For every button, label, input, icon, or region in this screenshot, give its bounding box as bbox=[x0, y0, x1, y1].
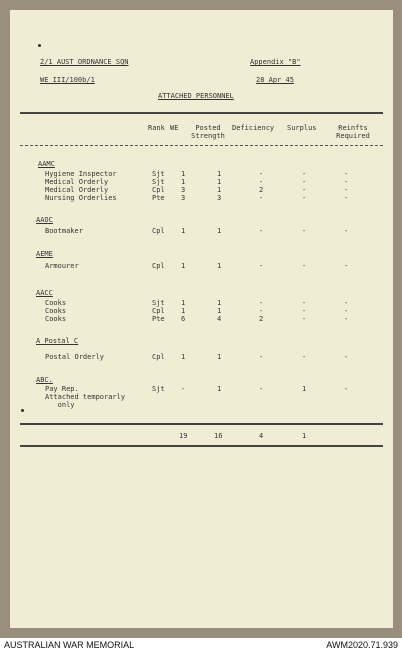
row-reinfts: - bbox=[344, 385, 349, 393]
row-reinfts: - bbox=[344, 315, 349, 323]
row-surplus: - bbox=[302, 170, 307, 178]
corps-label: ABC. bbox=[36, 376, 53, 384]
row-posted: 1 bbox=[217, 385, 222, 393]
row-rank: Cpl bbox=[152, 353, 165, 361]
row-deficiency: - bbox=[259, 353, 264, 361]
total-posted: 16 bbox=[214, 432, 223, 440]
row-deficiency: - bbox=[259, 307, 264, 315]
row-name: Medical Orderly bbox=[45, 186, 109, 194]
row-rank: Sjt bbox=[152, 385, 165, 393]
row-we: - bbox=[181, 385, 186, 393]
col-header-deficiency: Deficiency bbox=[232, 124, 275, 132]
row-reinfts: - bbox=[344, 227, 349, 235]
archive-footer bbox=[0, 638, 402, 653]
appendix-label: Appendix "B" bbox=[250, 58, 301, 66]
totals-top-rule bbox=[20, 423, 383, 425]
row-name: Medical Orderly bbox=[45, 178, 109, 186]
row-posted: 1 bbox=[217, 186, 222, 194]
row-we: 1 bbox=[181, 170, 186, 178]
row-surplus: - bbox=[302, 227, 307, 235]
reference-number: WE III/100b/1 bbox=[40, 76, 95, 84]
row-surplus: - bbox=[302, 353, 307, 361]
punch-mark bbox=[38, 44, 41, 47]
row-rank: Pte bbox=[152, 194, 165, 202]
row-we: 1 bbox=[181, 227, 186, 235]
row-name: Pay Rep. Attached temporarly only bbox=[45, 385, 126, 409]
corps-label: AAMC bbox=[38, 160, 55, 168]
row-reinfts: - bbox=[344, 307, 349, 315]
row-rank: Cpl bbox=[152, 186, 165, 194]
row-deficiency: 2 bbox=[259, 315, 264, 323]
corps-label: AACC bbox=[36, 289, 53, 297]
row-rank: Sjt bbox=[152, 299, 165, 307]
row-posted: 3 bbox=[217, 194, 222, 202]
row-rank: Cpl bbox=[152, 227, 165, 235]
totals-bottom-rule bbox=[20, 445, 383, 447]
row-name: Bootmaker bbox=[45, 227, 83, 235]
row-reinfts: - bbox=[344, 194, 349, 202]
row-rank: Pte bbox=[152, 315, 165, 323]
col-header-reinfts: Reinfts Required bbox=[336, 124, 370, 140]
row-deficiency: - bbox=[259, 385, 264, 393]
row-posted: 1 bbox=[217, 170, 222, 178]
row-deficiency: - bbox=[259, 194, 264, 202]
row-deficiency: 2 bbox=[259, 186, 264, 194]
row-rank: Cpl bbox=[152, 262, 165, 270]
row-surplus: 1 bbox=[302, 385, 307, 393]
row-surplus: - bbox=[302, 262, 307, 270]
row-posted: 4 bbox=[217, 315, 222, 323]
col-header-we: WE bbox=[170, 124, 179, 132]
col-header-rank: Rank bbox=[148, 124, 165, 132]
row-surplus: - bbox=[302, 299, 307, 307]
archive-reference: AWM2020.71.939 bbox=[326, 640, 398, 650]
row-deficiency: - bbox=[259, 227, 264, 235]
row-name: Postal Orderly bbox=[45, 353, 105, 361]
corps-label: AAOC bbox=[36, 216, 53, 224]
archive-name: AUSTRALIAN WAR MEMORIAL bbox=[4, 640, 135, 650]
row-name: Nursing Orderlies bbox=[45, 194, 117, 202]
punch-mark bbox=[21, 409, 24, 412]
corps-label: A Postal C bbox=[36, 337, 79, 345]
row-posted: 1 bbox=[217, 227, 222, 235]
row-posted: 1 bbox=[217, 178, 222, 186]
row-posted: 1 bbox=[217, 307, 222, 315]
row-surplus: - bbox=[302, 194, 307, 202]
row-deficiency: - bbox=[259, 170, 264, 178]
row-rank: Sjt bbox=[152, 170, 165, 178]
col-header-surplus: Surplus bbox=[287, 124, 317, 132]
row-we: 1 bbox=[181, 262, 186, 270]
total-surplus: 1 bbox=[302, 432, 307, 440]
row-name: Cooks bbox=[45, 299, 67, 307]
row-reinfts: - bbox=[344, 186, 349, 194]
row-posted: 1 bbox=[217, 299, 222, 307]
row-we: 1 bbox=[181, 299, 186, 307]
document-date: 28 Apr 45 bbox=[256, 76, 294, 84]
row-deficiency: - bbox=[259, 262, 264, 270]
row-name: Armourer bbox=[45, 262, 79, 270]
row-surplus: - bbox=[302, 178, 307, 186]
row-surplus: - bbox=[302, 315, 307, 323]
row-we: 3 bbox=[181, 194, 186, 202]
table-top-rule bbox=[20, 112, 383, 114]
row-reinfts: - bbox=[344, 170, 349, 178]
row-deficiency: - bbox=[259, 178, 264, 186]
unit-name: 2/1 AUST ORDNANCE SQN bbox=[40, 58, 129, 66]
row-reinfts: - bbox=[344, 262, 349, 270]
row-reinfts: - bbox=[344, 299, 349, 307]
row-we: 6 bbox=[181, 315, 186, 323]
row-name: Cooks bbox=[45, 307, 67, 315]
document-page bbox=[10, 10, 393, 628]
row-posted: 1 bbox=[217, 262, 222, 270]
row-we: 1 bbox=[181, 178, 186, 186]
col-header-posted: Posted Strength bbox=[191, 124, 225, 140]
row-we: 1 bbox=[181, 307, 186, 315]
row-name: Hygiene Inspector bbox=[45, 170, 117, 178]
total-deficiency: 4 bbox=[259, 432, 264, 440]
row-rank: Cpl bbox=[152, 307, 165, 315]
row-reinfts: - bbox=[344, 353, 349, 361]
row-reinfts: - bbox=[344, 178, 349, 186]
row-we: 3 bbox=[181, 186, 186, 194]
document-title: ATTACHED PERSONNEL bbox=[158, 92, 234, 100]
total-we: 19 bbox=[179, 432, 188, 440]
row-we: 1 bbox=[181, 353, 186, 361]
header-rule bbox=[20, 145, 383, 146]
row-surplus: - bbox=[302, 186, 307, 194]
corps-label: AEME bbox=[36, 250, 53, 258]
row-surplus: - bbox=[302, 307, 307, 315]
row-rank: Sjt bbox=[152, 178, 165, 186]
row-posted: 1 bbox=[217, 353, 222, 361]
row-deficiency: - bbox=[259, 299, 264, 307]
row-name: Cooks bbox=[45, 315, 67, 323]
